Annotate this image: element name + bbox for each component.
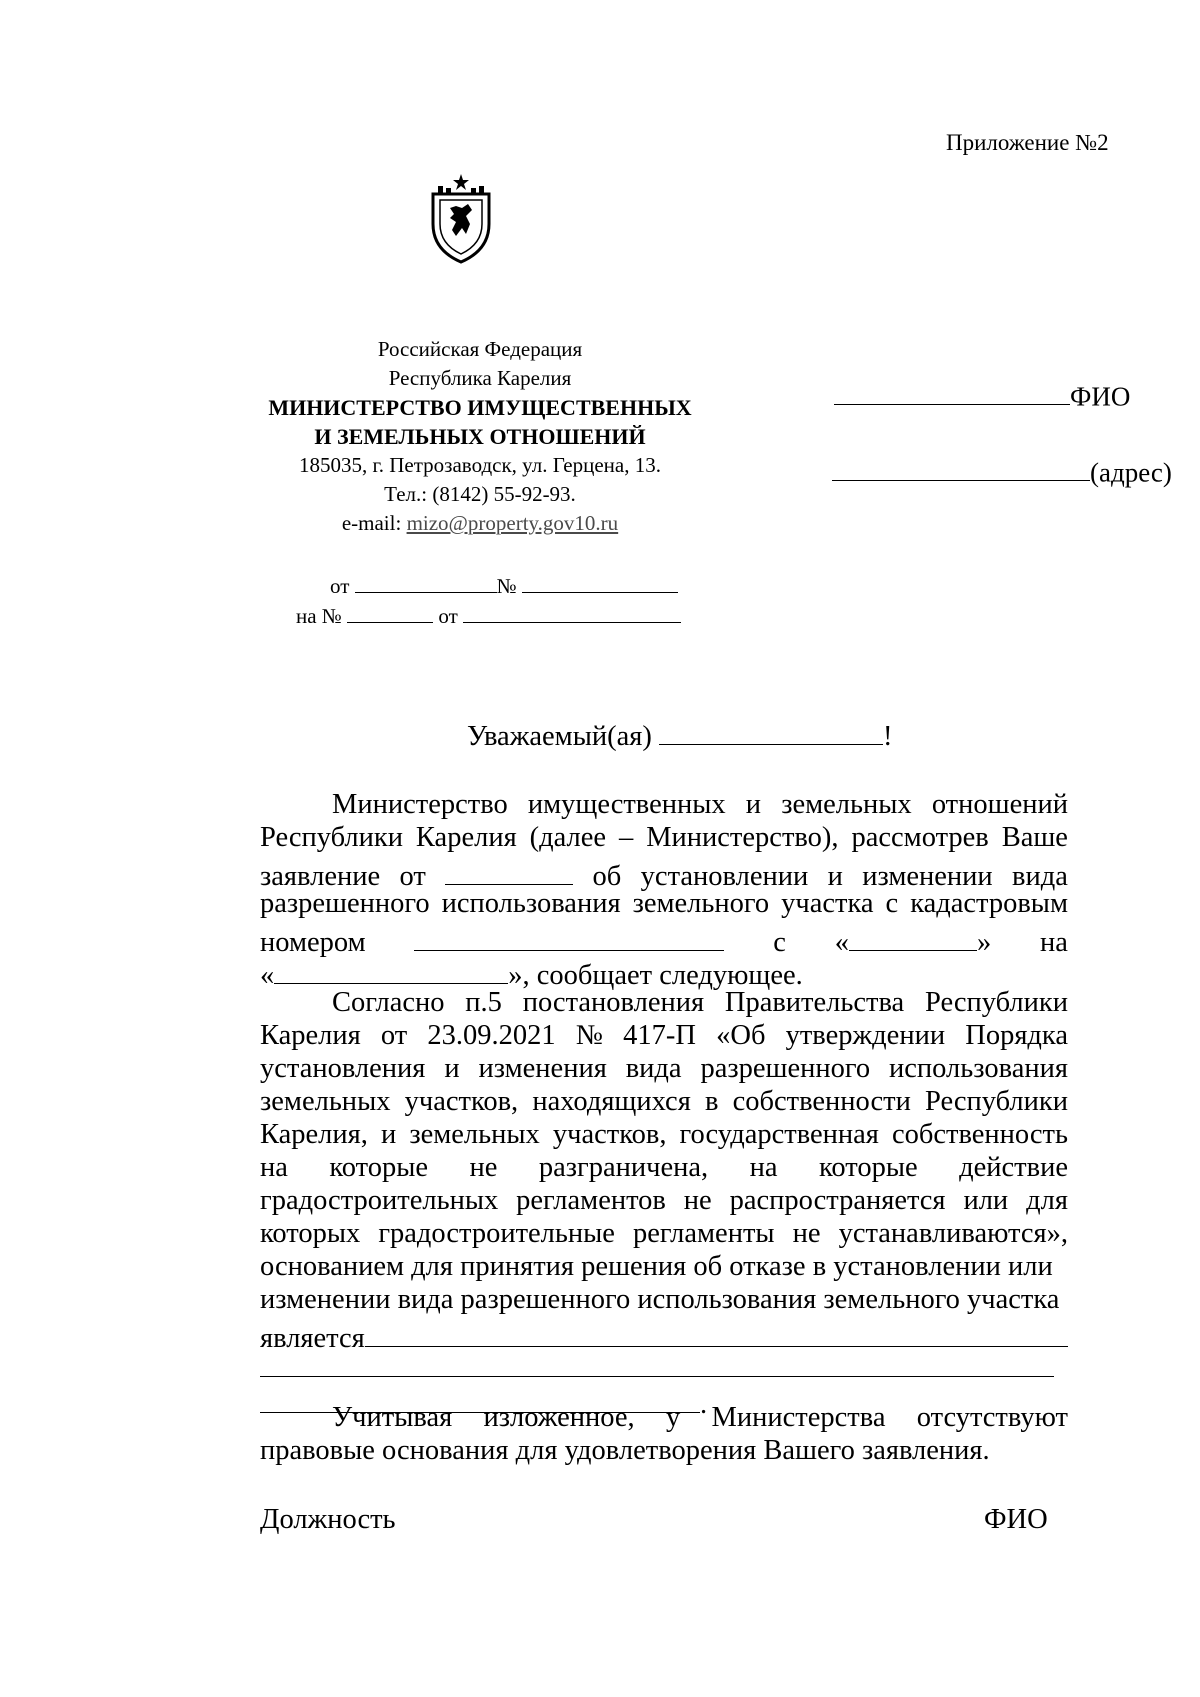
p2-line-2 xyxy=(260,1019,1068,1052)
new-use-blank[interactable] xyxy=(274,953,508,984)
word: отношений xyxy=(931,789,1068,820)
word: государственная xyxy=(679,1119,879,1150)
word: градостроительные xyxy=(378,1218,615,1249)
word: п.5 xyxy=(465,987,502,1018)
word: вида xyxy=(1012,860,1068,892)
p1-line-4 xyxy=(260,887,1068,920)
word: распространяется xyxy=(729,1185,946,1216)
current-use-field xyxy=(835,920,992,959)
ministry-email xyxy=(240,509,720,538)
word: от xyxy=(399,860,426,892)
word: Карелия xyxy=(415,822,517,853)
word: земельных xyxy=(781,789,912,820)
text: », сообщает следующее. xyxy=(508,959,803,991)
word: земельных xyxy=(409,1119,540,1150)
word: рассмотрев xyxy=(851,822,989,853)
word: которых xyxy=(260,1218,361,1249)
word: не xyxy=(792,1218,821,1249)
word: вида xyxy=(625,1053,682,1084)
recipient-name-label: ФИО xyxy=(1070,381,1131,412)
incoming-date-blank[interactable] xyxy=(463,600,681,623)
word: установления xyxy=(260,1053,426,1084)
word: изменения xyxy=(478,1053,607,1084)
word: собственности xyxy=(732,1086,911,1117)
word: в xyxy=(704,1086,719,1117)
p2-line-12 xyxy=(260,1349,1068,1382)
word: № xyxy=(575,1020,603,1051)
refusal-reason-blank-2[interactable] xyxy=(260,1349,1054,1377)
word: с xyxy=(773,926,786,958)
salutation-text: Уважаемый(ая) xyxy=(467,720,652,752)
p2-line-8 xyxy=(260,1217,1068,1250)
word: на xyxy=(749,1152,778,1183)
p1-line-3 xyxy=(260,854,1068,892)
text-line: правовые основания для удовлетворения Вашего заявления. xyxy=(260,1435,990,1466)
word: находящихся xyxy=(532,1086,691,1117)
word: регламентов xyxy=(516,1185,666,1216)
word: и xyxy=(745,789,762,820)
ministry-phone: Тел.: (8142) 55-92-93. xyxy=(384,482,576,506)
word: использования xyxy=(441,888,621,919)
quote-close: » xyxy=(976,926,992,958)
word: Республики xyxy=(924,1086,1068,1117)
p2-line-9 xyxy=(260,1250,1068,1283)
word: Учитывая xyxy=(332,1402,453,1433)
word: является xyxy=(260,1322,365,1354)
recipient-name-line xyxy=(834,376,1130,412)
word: не xyxy=(683,1185,712,1216)
word: кадастровым xyxy=(910,888,1068,919)
p1-line-1 xyxy=(260,788,1068,821)
word: участка xyxy=(781,888,874,919)
p2-line-5 xyxy=(260,1118,1068,1151)
word: Министерство xyxy=(332,789,508,820)
word: градостроительных xyxy=(260,1185,499,1216)
text-line: основанием для принятия решения об отказе в установлении или xyxy=(260,1251,1053,1282)
incoming-number-blank[interactable] xyxy=(347,600,433,623)
word: изменении xyxy=(862,860,993,892)
p2-line-7 xyxy=(260,1184,1068,1217)
email-label: e-mail: xyxy=(341,511,402,535)
recipient-name-blank[interactable] xyxy=(834,376,1070,405)
republic-name: Республика Карелия xyxy=(388,366,572,390)
word: изложенное, xyxy=(483,1402,635,1433)
word: или xyxy=(963,1185,1009,1216)
word: «Об xyxy=(716,1020,766,1051)
word: об xyxy=(592,860,622,892)
word: разрешенного xyxy=(260,888,430,919)
word: у xyxy=(665,1402,681,1433)
p2-line-3 xyxy=(260,1052,1068,1085)
word: действие xyxy=(959,1152,1068,1183)
on-number-label: на № xyxy=(296,604,342,629)
salutation-end: ! xyxy=(883,720,893,752)
recipient-address-label: (адрес) xyxy=(1090,457,1172,488)
on-from-label: от xyxy=(438,604,458,629)
date-blank[interactable] xyxy=(355,570,497,593)
word: Согласно xyxy=(332,987,445,1018)
word: Порядка xyxy=(965,1020,1068,1051)
word: заявление xyxy=(260,860,381,892)
word: 417-П xyxy=(623,1020,696,1051)
incoming-ref-line xyxy=(296,600,681,629)
quote-open: « xyxy=(260,959,275,991)
cadastral-number-blank[interactable] xyxy=(414,920,724,951)
quote-open: « xyxy=(834,926,849,958)
word: земельных xyxy=(260,1086,391,1117)
word: утверждении xyxy=(785,1020,946,1051)
application-date-blank[interactable] xyxy=(445,854,573,885)
period: . xyxy=(700,1388,708,1420)
word: на xyxy=(1040,926,1068,958)
number-sign: № xyxy=(496,574,517,599)
word: и xyxy=(444,1053,460,1084)
text-line: изменении вида разрешенного использования земельного участка xyxy=(260,1284,1060,1315)
word: регламенты xyxy=(633,1218,775,1249)
word: – xyxy=(619,822,634,853)
p3-line-2 xyxy=(260,1434,1068,1467)
recipient-address-line xyxy=(832,452,1172,488)
p3-line-1 xyxy=(260,1401,1068,1434)
paragraph-3 xyxy=(260,1401,1068,1467)
word: участков, xyxy=(552,1119,667,1150)
ministry-name-line-1: МИНИСТЕРСТВО ИМУЩЕСТВЕННЫХ xyxy=(268,395,692,420)
outgoing-ref-line xyxy=(330,570,678,599)
word: устанавливаются», xyxy=(838,1218,1068,1249)
salutation-blank[interactable] xyxy=(659,714,883,745)
word: с xyxy=(885,888,899,919)
recipient-address-blank[interactable] xyxy=(832,452,1090,481)
paragraph-1 xyxy=(260,788,1068,991)
word: установлении xyxy=(640,860,809,892)
word: которые xyxy=(818,1152,918,1183)
word: использования xyxy=(889,1053,1068,1084)
p1-line-2 xyxy=(260,821,1068,854)
p2-line-6 xyxy=(260,1151,1068,1184)
word: не xyxy=(469,1152,498,1183)
ministry-address: 185035, г. Петрозаводск, ул. Герцена, 13. xyxy=(299,453,661,477)
word: Ваше xyxy=(1001,822,1068,853)
word: Карелия xyxy=(260,1020,361,1051)
word: собственность xyxy=(891,1119,1068,1150)
word: Правительства xyxy=(724,987,905,1018)
email-link[interactable]: mizo@property.gov10.ru xyxy=(406,511,619,535)
word: постановления xyxy=(522,987,705,1018)
word: и xyxy=(827,860,843,892)
word: Республики xyxy=(260,822,403,853)
p2-line-11 xyxy=(260,1316,1068,1354)
word: разрешенного xyxy=(700,1053,871,1084)
from-label: от xyxy=(330,574,350,599)
word: от xyxy=(380,1020,408,1051)
word: на xyxy=(260,1152,288,1183)
word: участков, xyxy=(404,1086,519,1117)
p2-line-10 xyxy=(260,1283,1068,1316)
salutation xyxy=(467,714,893,753)
word: для xyxy=(1026,1185,1068,1216)
word: Республики xyxy=(924,987,1068,1018)
country-name: Российская Федерация xyxy=(377,337,583,361)
word: Карелия, xyxy=(260,1119,368,1150)
word: и xyxy=(380,1119,397,1150)
appendix-label: Приложение №2 xyxy=(946,130,1109,155)
current-use-blank[interactable] xyxy=(849,920,977,951)
number-blank[interactable] xyxy=(522,570,678,593)
signature-position: Должность xyxy=(260,1504,396,1535)
ministry-name-line-2: И ЗЕМЕЛЬНЫХ ОТНОШЕНИЙ xyxy=(314,424,646,449)
refusal-reason-blank-1[interactable] xyxy=(365,1316,1068,1347)
word: Министерства xyxy=(711,1402,886,1433)
p2-line-1 xyxy=(260,986,1068,1019)
word: Министерство), xyxy=(646,822,839,853)
letterhead xyxy=(240,335,720,538)
word: номером xyxy=(260,926,366,958)
p1-line-5 xyxy=(260,920,1068,958)
word: которые xyxy=(329,1152,429,1183)
signature-name: ФИО xyxy=(984,1504,1048,1535)
word: 23.09.2021 xyxy=(427,1020,556,1051)
word: земельного xyxy=(632,888,770,919)
p2-line-4 xyxy=(260,1085,1068,1118)
word: разграничена, xyxy=(538,1152,709,1183)
coat-of-arms-icon xyxy=(428,172,494,269)
word: отсутствуют xyxy=(916,1402,1068,1433)
word: (далее xyxy=(529,822,607,853)
word: имущественных xyxy=(527,789,726,820)
